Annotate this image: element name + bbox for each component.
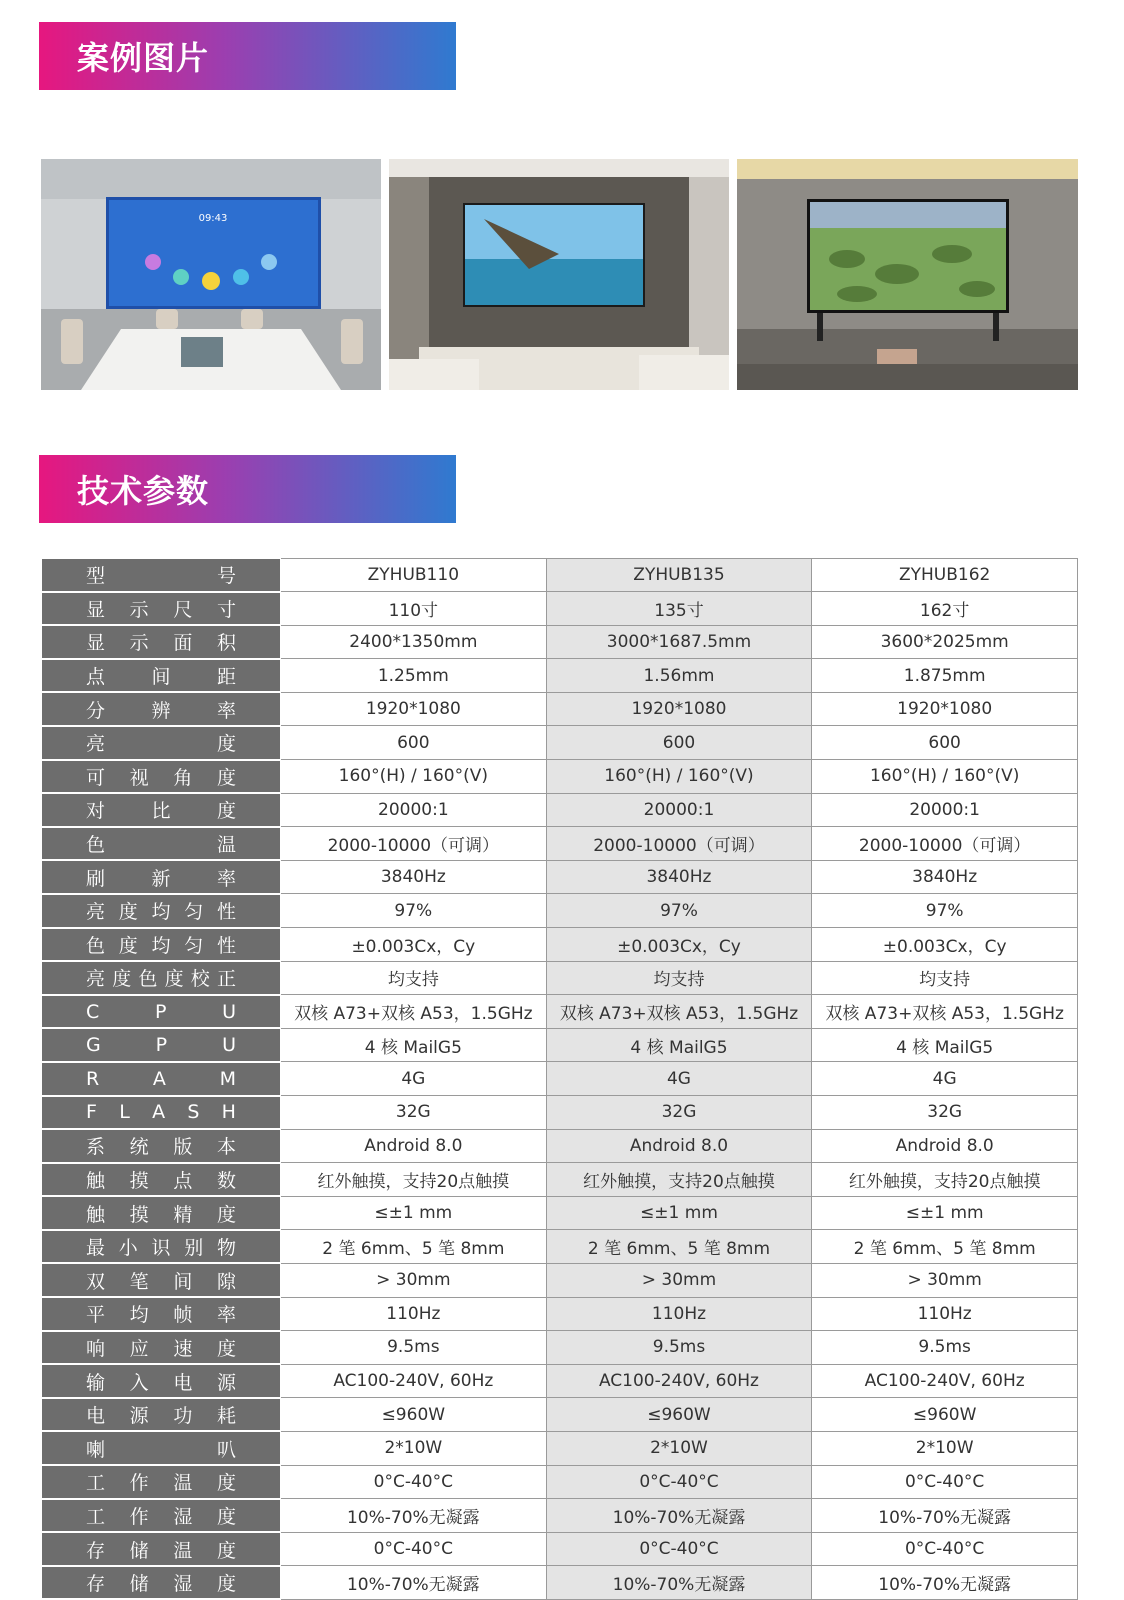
spec-value-1: 2*10W	[281, 1431, 547, 1465]
spec-value-2: 10%-70%无凝露	[546, 1566, 812, 1600]
spec-value-2: 9.5ms	[546, 1331, 812, 1365]
spec-value-3: 红外触摸，支持20点触摸	[812, 1163, 1078, 1197]
spec-value-1: ≤±1 mm	[281, 1196, 547, 1230]
spec-value-2: 2 笔 6mm、5 笔 8mm	[546, 1230, 812, 1264]
spec-value-1: 110寸	[281, 592, 547, 626]
section-header-specs	[39, 455, 456, 523]
spec-value-3: > 30mm	[812, 1263, 1078, 1297]
spec-value-2: 2000-10000（可调）	[546, 827, 812, 861]
spec-value-1: 4 核 MailG5	[281, 1028, 547, 1062]
spec-value-1: 32G	[281, 1096, 547, 1130]
spec-value-1: 10%-70%无凝露	[281, 1499, 547, 1533]
spec-value-1: 9.5ms	[281, 1331, 547, 1365]
spec-label-text: 触 摸 点 数	[86, 1169, 236, 1192]
spec-value-2: 110Hz	[546, 1297, 812, 1331]
spec-value-3: 均支持	[812, 961, 1078, 995]
spec-label	[42, 860, 281, 894]
spec-value-2: 10%-70%无凝露	[546, 1499, 812, 1533]
spec-value-1: 1.25mm	[281, 659, 547, 693]
spec-row	[42, 692, 1078, 726]
spec-label-text: 系 统 版 本	[86, 1136, 236, 1159]
spec-row	[42, 1096, 1078, 1130]
spec-value-1: 2 笔 6mm、5 笔 8mm	[281, 1230, 547, 1264]
spec-value-3: 162寸	[812, 592, 1078, 626]
spec-value-2: 97%	[546, 894, 812, 928]
spec-value-2: 0°C-40°C	[546, 1465, 812, 1499]
spec-label	[42, 1566, 281, 1600]
spec-label	[42, 1364, 281, 1398]
spec-label	[42, 1499, 281, 1533]
spec-label-text: 显 示 尺 寸	[86, 598, 236, 621]
spec-value-3: Android 8.0	[812, 1129, 1078, 1163]
section-title-cases: 案例图片	[77, 39, 210, 77]
spec-value-3: AC100-240V, 60Hz	[812, 1364, 1078, 1398]
spec-row	[42, 559, 1078, 592]
spec-label-text: C P U	[86, 1000, 236, 1023]
spec-row	[42, 1331, 1078, 1365]
spec-value-2: 红外触摸，支持20点触摸	[546, 1163, 812, 1197]
spec-value-1: 110Hz	[281, 1297, 547, 1331]
spec-value-2: ±0.003Cx，Cy	[546, 928, 812, 962]
spec-label-text: F L A S H	[86, 1101, 236, 1124]
spec-value-3: 160°(H) / 160°(V)	[812, 760, 1078, 794]
spec-value-2: 135寸	[546, 592, 812, 626]
spec-value-2: 双核 A73+双核 A53，1.5GHz	[546, 995, 812, 1029]
spec-value-1: Android 8.0	[281, 1129, 547, 1163]
spec-row	[42, 1398, 1078, 1432]
spec-value-1: 1920*1080	[281, 692, 547, 726]
spec-label	[42, 1297, 281, 1331]
spec-value-3: 10%-70%无凝露	[812, 1566, 1078, 1600]
spec-value-1: 2400*1350mm	[281, 625, 547, 659]
spec-value-2: 3840Hz	[546, 860, 812, 894]
spec-label-text: 刷 新 率	[86, 867, 236, 890]
spec-value-3: 32G	[812, 1096, 1078, 1130]
spec-label	[42, 1196, 281, 1230]
spec-row	[42, 1129, 1078, 1163]
spec-label	[42, 625, 281, 659]
spec-value-2: 3000*1687.5mm	[546, 625, 812, 659]
spec-label	[42, 1230, 281, 1264]
spec-row	[42, 1364, 1078, 1398]
spec-row	[42, 1297, 1078, 1331]
spec-value-3: 0°C-40°C	[812, 1465, 1078, 1499]
spec-label	[42, 559, 281, 592]
spec-label	[42, 1096, 281, 1130]
spec-value-2: ≤±1 mm	[546, 1196, 812, 1230]
spec-value-3: 1920*1080	[812, 692, 1078, 726]
spec-label-text: 亮 度	[86, 733, 236, 756]
spec-value-3: 2000-10000（可调）	[812, 827, 1078, 861]
spec-label	[42, 1129, 281, 1163]
spec-value-3: 4 核 MailG5	[812, 1028, 1078, 1062]
spec-value-1: 2000-10000（可调）	[281, 827, 547, 861]
case-photo-meeting-room	[41, 159, 381, 390]
spec-label	[42, 928, 281, 962]
spec-value-1: 均支持	[281, 961, 547, 995]
spec-row	[42, 793, 1078, 827]
living-room-illustration	[389, 159, 729, 390]
spec-value-3: 1.875mm	[812, 659, 1078, 693]
spec-row	[42, 659, 1078, 693]
spec-value-2: AC100-240V, 60Hz	[546, 1364, 812, 1398]
spec-label	[42, 1062, 281, 1096]
spec-label	[42, 592, 281, 626]
spec-label	[42, 1331, 281, 1365]
spec-value-1: 4G	[281, 1062, 547, 1096]
spec-value-3: 600	[812, 726, 1078, 760]
section-title-specs: 技术参数	[77, 472, 210, 510]
spec-value-3: 2*10W	[812, 1431, 1078, 1465]
spec-row	[42, 928, 1078, 962]
spec-value-1: 0°C-40°C	[281, 1465, 547, 1499]
spec-value-1: ±0.003Cx，Cy	[281, 928, 547, 962]
spec-label-text: 触 摸 精 度	[86, 1203, 236, 1226]
spec-value-3: 3600*2025mm	[812, 625, 1078, 659]
spec-value-1: 10%-70%无凝露	[281, 1566, 547, 1600]
spec-label-text: 显 示 面 积	[86, 632, 236, 655]
spec-label	[42, 1263, 281, 1297]
spec-value-2: Android 8.0	[546, 1129, 812, 1163]
spec-value-2: 2*10W	[546, 1431, 812, 1465]
spec-label-text: G P U	[86, 1034, 236, 1057]
spec-row	[42, 860, 1078, 894]
spec-value-3: 9.5ms	[812, 1331, 1078, 1365]
spec-label-text: 存 储 温 度	[86, 1539, 236, 1562]
spec-value-1: 160°(H) / 160°(V)	[281, 760, 547, 794]
spec-value-3: 2 笔 6mm、5 笔 8mm	[812, 1230, 1078, 1264]
spec-row	[42, 1499, 1078, 1533]
spec-value-3: 97%	[812, 894, 1078, 928]
spec-value-2: 0°C-40°C	[546, 1532, 812, 1566]
spec-value-1: 双核 A73+双核 A53，1.5GHz	[281, 995, 547, 1029]
spec-row	[42, 961, 1078, 995]
spec-row	[42, 1028, 1078, 1062]
spec-value-2: 4 核 MailG5	[546, 1028, 812, 1062]
spec-label	[42, 1465, 281, 1499]
spec-value-1: 97%	[281, 894, 547, 928]
spec-label-text: 工 作 温 度	[86, 1472, 236, 1495]
spec-label-text: 可 视 角 度	[86, 766, 236, 789]
spec-value-1: 3840Hz	[281, 860, 547, 894]
spec-value-2: ≤960W	[546, 1398, 812, 1432]
spec-label	[42, 1431, 281, 1465]
spec-label-text: 分 辨 率	[86, 699, 236, 722]
case-photo-living-room	[389, 159, 729, 390]
spec-value-2: 1920*1080	[546, 692, 812, 726]
spec-value-3: 3840Hz	[812, 860, 1078, 894]
spec-value-2: 1.56mm	[546, 659, 812, 693]
spec-value-1: 0°C-40°C	[281, 1532, 547, 1566]
spec-table	[41, 558, 1078, 1600]
spec-label-text: 点 间 距	[86, 666, 236, 689]
spec-label-text: 色 温	[86, 834, 236, 857]
spec-value-2: ZYHUB135	[546, 559, 812, 592]
spec-value-3: ≤960W	[812, 1398, 1078, 1432]
spec-label-text: 色 度 均 匀 性	[86, 934, 236, 957]
spec-row	[42, 1263, 1078, 1297]
spec-row	[42, 1196, 1078, 1230]
spec-label-text: 平 均 帧 率	[86, 1304, 236, 1327]
spec-row	[42, 1431, 1078, 1465]
spec-value-3: 10%-70%无凝露	[812, 1499, 1078, 1533]
spec-label	[42, 1028, 281, 1062]
spec-label-text: 对 比 度	[86, 800, 236, 823]
spec-value-1: AC100-240V, 60Hz	[281, 1364, 547, 1398]
spec-label	[42, 1398, 281, 1432]
spec-row	[42, 1062, 1078, 1096]
case-photo-installation	[737, 159, 1078, 390]
spec-label-text: 电 源 功 耗	[86, 1405, 236, 1428]
spec-label	[42, 961, 281, 995]
spec-value-2: 32G	[546, 1096, 812, 1130]
spec-label-text: 响 应 速 度	[86, 1337, 236, 1360]
spec-label	[42, 827, 281, 861]
spec-label-text: 工 作 湿 度	[86, 1505, 236, 1528]
spec-row	[42, 1566, 1078, 1600]
spec-row	[42, 894, 1078, 928]
spec-value-1: ≤960W	[281, 1398, 547, 1432]
spec-label	[42, 659, 281, 693]
spec-label-text: 型 号	[86, 565, 236, 588]
spec-row	[42, 1532, 1078, 1566]
spec-row	[42, 760, 1078, 794]
spec-label-text: 最 小 识 别 物	[86, 1237, 236, 1260]
spec-row	[42, 1465, 1078, 1499]
spec-value-2: 600	[546, 726, 812, 760]
spec-value-2: 20000:1	[546, 793, 812, 827]
spec-label-text: 双 笔 间 隙	[86, 1270, 236, 1293]
spec-label	[42, 692, 281, 726]
meeting-room-illustration	[41, 159, 381, 390]
spec-label	[42, 995, 281, 1029]
spec-label-text: 喇 叭	[86, 1438, 236, 1461]
spec-label	[42, 1163, 281, 1197]
spec-value-3: 110Hz	[812, 1297, 1078, 1331]
spec-label	[42, 1532, 281, 1566]
screen-clock: 09:43	[198, 213, 228, 224]
spec-label-text: R A M	[86, 1067, 236, 1090]
spec-value-3: ±0.003Cx，Cy	[812, 928, 1078, 962]
spec-row	[42, 625, 1078, 659]
installation-illustration	[737, 159, 1078, 390]
spec-table-body	[42, 559, 1078, 1600]
spec-value-3: 4G	[812, 1062, 1078, 1096]
spec-label-text: 输 入 电 源	[86, 1371, 236, 1394]
spec-value-2: > 30mm	[546, 1263, 812, 1297]
spec-value-3: 0°C-40°C	[812, 1532, 1078, 1566]
spec-value-2: 4G	[546, 1062, 812, 1096]
spec-value-3: 20000:1	[812, 793, 1078, 827]
spec-value-1: ZYHUB110	[281, 559, 547, 592]
spec-row	[42, 827, 1078, 861]
spec-value-1: 红外触摸，支持20点触摸	[281, 1163, 547, 1197]
spec-value-1: 600	[281, 726, 547, 760]
spec-value-3: ≤±1 mm	[812, 1196, 1078, 1230]
spec-value-3: ZYHUB162	[812, 559, 1078, 592]
spec-label-text: 存 储 湿 度	[86, 1573, 236, 1596]
spec-row	[42, 592, 1078, 626]
spec-value-1: > 30mm	[281, 1263, 547, 1297]
spec-label	[42, 760, 281, 794]
spec-row	[42, 726, 1078, 760]
spec-value-2: 均支持	[546, 961, 812, 995]
spec-row	[42, 1163, 1078, 1197]
spec-label	[42, 793, 281, 827]
spec-value-3: 双核 A73+双核 A53，1.5GHz	[812, 995, 1078, 1029]
spec-row	[42, 995, 1078, 1029]
spec-label	[42, 726, 281, 760]
spec-label	[42, 894, 281, 928]
spec-row	[42, 1230, 1078, 1264]
spec-label-text: 亮 度 均 匀 性	[86, 901, 236, 924]
spec-value-2: 160°(H) / 160°(V)	[546, 760, 812, 794]
spec-value-1: 20000:1	[281, 793, 547, 827]
spec-label-text: 亮 度 色 度 校 正	[86, 968, 236, 991]
section-header-cases	[39, 22, 456, 90]
